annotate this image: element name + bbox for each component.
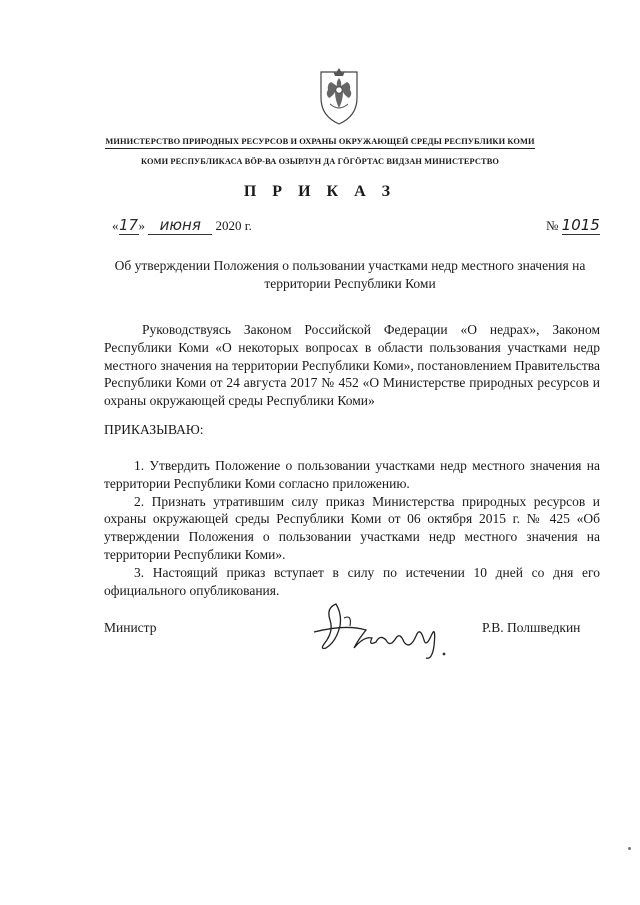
number-value: 1015	[561, 216, 600, 234]
date-close-quote: »	[138, 218, 145, 233]
clause-1: 1. Утвердить Положение о пользовании участками недр местного значения на территории Республики Коми согласно приложению.	[104, 458, 600, 491]
clause-3: 3. Настоящий приказ вступает в силу по истечении 10 дней со дня его официального опубликования.	[104, 564, 600, 598]
document-subject: Об утверждении Положения о пользовании участками недр местного значения на территории Республики Коми	[114, 258, 586, 291]
order-word: ПРИКАЗЫВАЮ:	[104, 422, 204, 437]
date-open-quote: «	[112, 218, 119, 233]
date-year: 2020 г.	[215, 218, 252, 233]
signatory-name: Р.В. Полшведкин	[482, 620, 581, 635]
number-prefix: №	[546, 218, 559, 233]
ministry-name-russian: МИНИСТЕРСТВО ПРИРОДНЫХ РЕСУРСОВ И ОХРАНЫ ОКРУЖАЮЩЕЙ СРЕДЫ РЕСПУБЛИКИ КОМИ	[0, 137, 640, 146]
document-date	[112, 216, 252, 235]
signatory-role: Министр	[104, 620, 157, 635]
date-month: июня	[148, 216, 212, 235]
document-type-title: П Р И К А З	[243, 183, 397, 200]
date-day: 17	[118, 216, 139, 234]
document-number	[546, 216, 600, 235]
komi-republic-coat-of-arms-icon	[316, 64, 362, 126]
clauses-list	[104, 457, 600, 599]
preamble-paragraph: Руководствуясь Законом Российской Федерации «О недрах», Законом Республики Коми «О некоторых вопросах в области пользования участками недр местного значения на территории Республики Коми», постановлением Правительства Республики Коми от 24 августа 2017 № 452 «О Министерстве природных ресурсов и охраны окружающей среды Республики Коми»	[104, 322, 600, 409]
ministry-name-komi: КОМИ РЕСПУБЛИКАСА ВÖР-ВА ОЗЫРЛУН ДА ГÖГÖРТАС ВИДЗАН МИНИСТЕРСТВО	[141, 157, 499, 166]
clause-2: 2. Признать утратившим силу приказ Министерства природных ресурсов и охраны окружающей среды Республики Коми от 06 октября 2015 г. № 425 «Об утверждении Положения о пользовании участками недр местного значения на территории Республики Коми».	[104, 493, 600, 562]
handwritten-signature-icon	[306, 596, 456, 666]
scan-speck	[628, 847, 631, 850]
